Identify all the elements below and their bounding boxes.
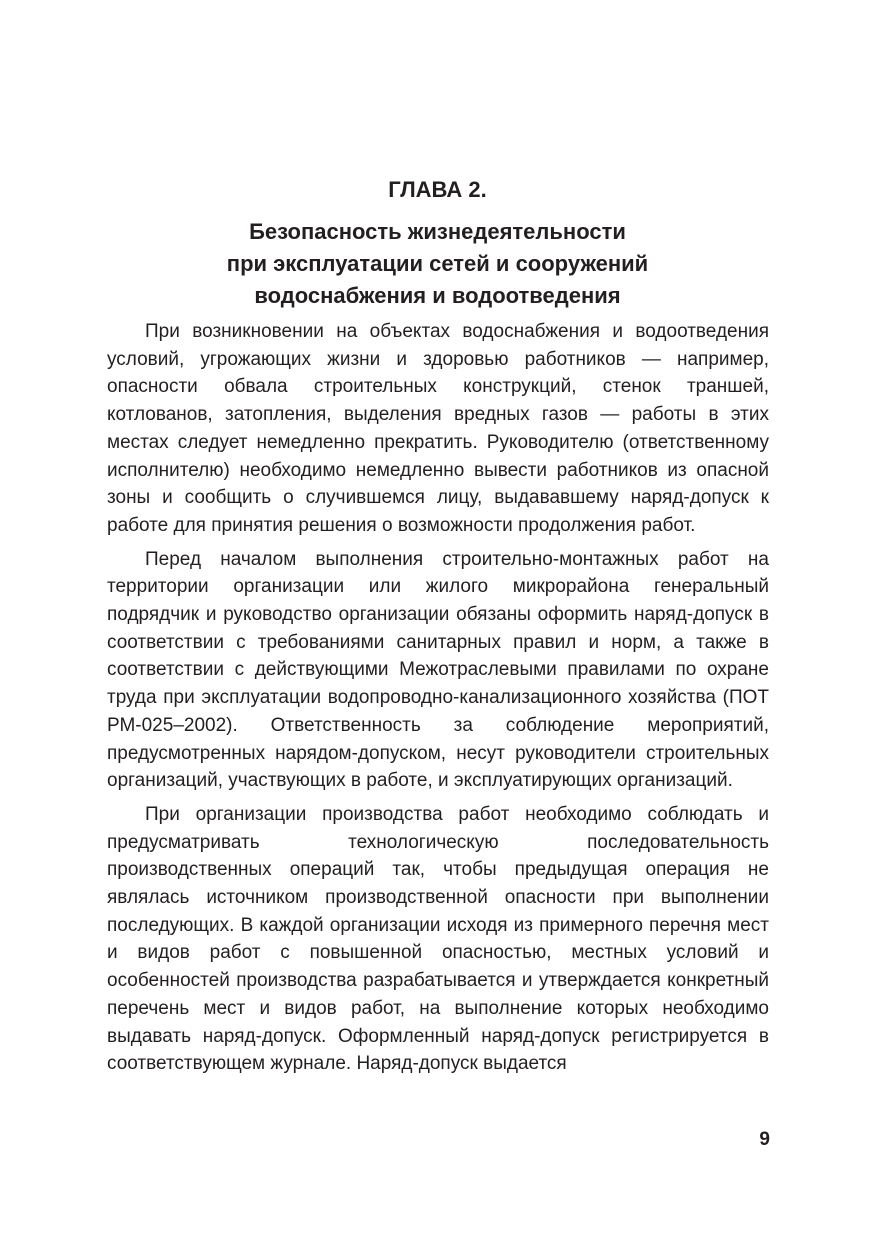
paragraph: При организации производства работ необходимо соблюдать и предусматривать технологическую последовательность производственных операций так, чтобы предыдущая операция не являлась источником производственной опасности при выполнении последующих. В каждой организации исходя из примерного перечня мест и видов работ с повышенной опасностью, местных условий и особенностей производства разрабатывается и утверждается конкретный перечень мест и видов работ, на выполнение которых необходимо выдавать наряд-допуск. Оформленный наряд-допуск регистрируется в соответствующем журнале. Наряд-допуск выдается xyxy=(107,803,769,1075)
body-text xyxy=(107,318,769,1078)
paragraph: При возникновении на объектах водоснабжения и водоотведения условий, угрожающих жизни и здоровью работников — например, опасности обвала строительных конструкций, стенок траншей, котлованов, затопления, выделения вредных газов — работы в этих местах следует немедленно прекратить. Руководителю (ответственному исполнителю) необходимо немедленно вывести работников из опасной зоны и сообщить о случившемся лицу, выдававшему наряд-допуск к работе для принятия решения о возможности продолжения работ. xyxy=(107,321,769,536)
chapter-title xyxy=(150,216,725,312)
page-number: 9 xyxy=(759,1129,770,1150)
chapter-title-line: водоснабжения и водоотведения xyxy=(254,283,621,308)
chapter-title-line: при эксплуатации сетей и сооружений xyxy=(226,251,649,276)
chapter-title-line: Безопасность жизнедеятельности xyxy=(249,219,626,244)
chapter-label: ГЛАВА 2. xyxy=(388,177,487,202)
paragraph: Перед началом выполнения строительно-монтажных работ на территории организации или жилого микрорайона генеральный подрядчик и руководство организации обязаны оформить наряд-допуск в соответствии с требованиями санитарных правил и норм, а также в соответствии с действующими Межотраслевыми правилами по охране труда при эксплуатации водопроводно-канализационного хозяйства (ПОТ РМ-025–2002). Ответственность за соблюдение мероприятий, предусмотренных нарядом-допуском, несут руководители строительных организаций, участвующих в работе, и эксплуатирующих организаций. xyxy=(107,548,769,792)
